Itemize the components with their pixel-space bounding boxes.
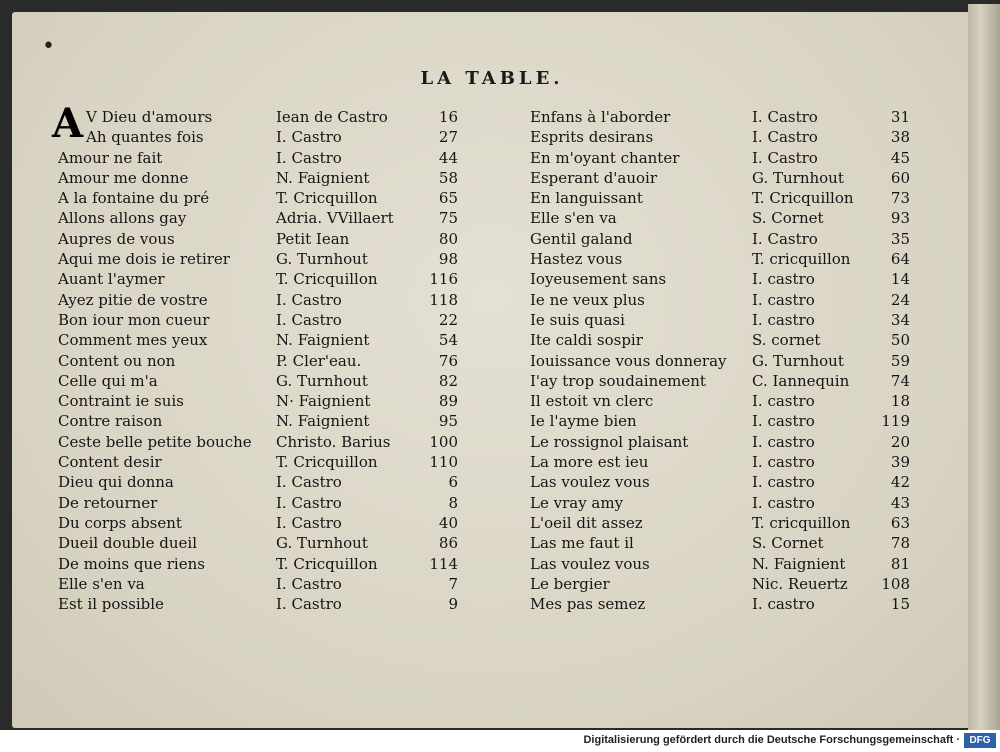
ink-mark: •: [42, 34, 55, 59]
entry-title: La more est ieu: [530, 453, 649, 472]
entry-title: Hastez vous: [530, 250, 623, 269]
entry-title: Allons allons gay: [58, 209, 187, 228]
entry-page: 75: [438, 209, 458, 228]
entry-title: Amour ne fait: [58, 148, 163, 167]
entry-title: Ie ne veux plus: [530, 290, 645, 309]
entry-composer: I. castro: [752, 453, 815, 472]
entry-title: L'oeil dit assez: [530, 513, 643, 532]
entry-page: 18: [890, 392, 910, 411]
entry-page: 118: [429, 290, 458, 309]
entry-title: Content ou non: [58, 351, 176, 370]
entry-composer: T. Cricquillon: [276, 270, 378, 289]
entry-title: Contre raison: [58, 412, 163, 431]
entry-page: 93: [890, 209, 910, 228]
entry-title: Las voulez vous: [530, 554, 650, 573]
entry-composer: I. Castro: [276, 148, 342, 167]
entry-composer: S. Cornet: [752, 209, 824, 228]
entry-page: 38: [890, 128, 910, 147]
entry-title: Enfans à l'aborder: [530, 108, 671, 126]
entry-title: Ah quantes fois: [86, 128, 204, 147]
entry-page: 78: [890, 534, 910, 553]
entry-title: Le bergier: [530, 574, 610, 593]
entry-page: 76: [438, 351, 458, 370]
entry-composer: T. cricquillon: [752, 250, 851, 269]
entry-title: De retourner: [58, 493, 158, 512]
entry-page: 44: [438, 148, 458, 167]
entry-page: 15: [890, 595, 910, 614]
entry-page: 110: [429, 453, 458, 472]
entry-composer: I. castro: [752, 310, 815, 329]
entry-composer: I. Castro: [276, 310, 342, 329]
entry-composer: T. Cricquillon: [276, 189, 378, 208]
entry-composer: I. Castro: [276, 290, 342, 309]
entry-page: 59: [890, 351, 910, 370]
entry-page: 20: [890, 432, 910, 451]
entry-title: Las me faut il: [530, 534, 634, 553]
entry-title: Du corps absent: [58, 513, 182, 532]
entry-composer: I. castro: [752, 595, 815, 614]
entry-composer: I. castro: [752, 432, 815, 451]
entry-composer: G. Turnhout: [276, 534, 368, 553]
entry-composer: N· Faignient: [276, 392, 371, 411]
entry-composer: G. Turnhout: [752, 351, 844, 370]
entry-title: Ioyeusement sans: [530, 270, 667, 289]
book-page: [12, 12, 970, 728]
entry-title: Iouissance vous donneray: [530, 351, 727, 370]
entry-composer: I. castro: [752, 473, 815, 492]
entry-composer: Adria. VVillaert: [276, 209, 394, 228]
entry-composer: T. cricquillon: [752, 513, 851, 532]
entry-page: 50: [890, 331, 910, 350]
entry-title: Comment mes yeux: [58, 331, 208, 350]
entry-composer: I. Castro: [276, 595, 342, 614]
entry-page: 7: [448, 574, 458, 593]
entry-page: 82: [438, 371, 458, 390]
entry-composer: N. Faignient: [276, 412, 370, 431]
entry-page: 54: [438, 331, 458, 350]
entry-composer: T. Cricquillon: [752, 189, 854, 208]
entry-composer: I. Castro: [276, 513, 342, 532]
entry-page: 100: [429, 432, 458, 451]
entry-page: 63: [890, 513, 910, 532]
entry-title: Le rossignol plaisant: [530, 432, 689, 451]
entry-title: Content desir: [58, 453, 162, 472]
entry-page: 22: [438, 310, 458, 329]
entry-title: Aqui me dois ie retirer: [58, 250, 230, 269]
entry-composer: I. Castro: [276, 473, 342, 492]
entry-page: 39: [890, 453, 910, 472]
entry-composer: I. castro: [752, 493, 815, 512]
entry-page: 16: [438, 108, 458, 126]
entry-title: Las voulez vous: [530, 473, 650, 492]
entry-title: Amour me donne: [58, 168, 189, 187]
footer-credit: Digitalisierung gefördert durch die Deutsche Forschungsgemeinschaft ·: [583, 734, 960, 746]
entry-page: 31: [890, 108, 910, 126]
entry-page: 64: [890, 250, 910, 269]
entry-page: 34: [890, 310, 910, 329]
entry-composer: T. Cricquillon: [276, 453, 378, 472]
entry-page: 80: [438, 229, 458, 248]
entry-page: 58: [438, 168, 458, 187]
entry-page: 73: [890, 189, 910, 208]
next-page-edge: [968, 4, 1000, 730]
entry-page: 116: [429, 270, 458, 289]
entry-page: 65: [438, 189, 458, 208]
entry-page: 60: [890, 168, 910, 187]
entry-composer: I. castro: [752, 412, 815, 431]
entry-page: 89: [438, 392, 458, 411]
entry-title: Le vray amy: [530, 493, 624, 512]
dfg-logo: DFG: [964, 733, 996, 748]
entry-composer: I. castro: [752, 392, 815, 411]
entry-title: Est il possible: [58, 595, 164, 614]
entry-composer: Petit Iean: [276, 229, 350, 248]
entry-page: 86: [438, 534, 458, 553]
entry-title: Elle s'en va: [58, 574, 145, 593]
entry-title: En m'oyant chanter: [530, 148, 680, 167]
entry-title: I'ay trop soudainement: [530, 371, 706, 390]
entry-page: 74: [890, 371, 910, 390]
entry-composer: I. Castro: [752, 108, 818, 126]
entry-composer: N. Faignient: [276, 331, 370, 350]
entry-title: A la fontaine du pré: [58, 189, 210, 208]
entry-composer: Nic. Reuertz: [752, 574, 848, 593]
entry-page: 98: [438, 250, 458, 269]
entry-composer: G. Turnhout: [276, 371, 368, 390]
entry-title: De moins que riens: [58, 554, 205, 573]
entry-title: Ite caldi sospir: [530, 331, 643, 350]
entry-title: Bon iour mon cueur: [58, 310, 210, 329]
entry-page: 43: [890, 493, 910, 512]
entry-page: 8: [448, 493, 458, 512]
entry-page: 6: [448, 473, 458, 492]
entry-composer: I. castro: [752, 290, 815, 309]
entry-title: Ie suis quasi: [530, 310, 625, 329]
entry-page: 35: [890, 229, 910, 248]
entry-page: 9: [448, 595, 458, 614]
entry-title: Mes pas semez: [530, 595, 646, 614]
entry-page: 27: [438, 128, 458, 147]
entry-page: 14: [890, 270, 910, 289]
entry-title: Il estoit vn clerc: [530, 392, 654, 411]
entry-title: Auant l'aymer: [58, 270, 165, 289]
entry-composer: I. Castro: [276, 493, 342, 512]
footer-bar: [0, 730, 1000, 752]
entry-composer: I. Castro: [752, 128, 818, 147]
entry-title: Esperant d'auoir: [530, 168, 658, 187]
entry-composer: P. Cler'eau.: [276, 351, 362, 370]
entry-composer: T. Cricquillon: [276, 554, 378, 573]
entry-page: 114: [429, 554, 458, 573]
entry-composer: I. castro: [752, 270, 815, 289]
entry-composer: C. Iannequin: [752, 371, 850, 390]
entry-page: 95: [438, 412, 458, 431]
entry-composer: N. Faignient: [276, 168, 370, 187]
page-title: LA TABLE.: [420, 68, 564, 89]
entry-title: Dieu qui donna: [58, 473, 174, 492]
entry-page: 45: [890, 148, 910, 167]
entry-composer: G. Turnhout: [276, 250, 368, 269]
entry-title: Celle qui m'a: [58, 371, 158, 390]
entry-composer: I. Castro: [752, 229, 818, 248]
entry-title: Aupres de vous: [58, 229, 175, 248]
entry-page: 119: [881, 412, 910, 431]
entry-title: Ie l'ayme bien: [530, 412, 637, 431]
entry-title: Dueil double dueil: [58, 534, 197, 553]
entry-title: V Dieu d'amours: [86, 108, 213, 126]
drop-cap: A: [52, 100, 84, 147]
entry-composer: I. Castro: [276, 128, 342, 147]
entry-composer: G. Turnhout: [752, 168, 844, 187]
entry-title: En languissant: [530, 189, 643, 208]
entry-composer: I. Castro: [276, 574, 342, 593]
entry-composer: Iean de Castro: [276, 108, 388, 126]
entry-title: Contraint ie suis: [58, 392, 184, 411]
entry-page: 81: [890, 554, 910, 573]
entry-page: 42: [890, 473, 910, 492]
entry-composer: Christo. Barius: [276, 432, 391, 451]
entry-title: Ayez pitie de vostre: [58, 290, 208, 309]
entry-page: 108: [881, 574, 910, 593]
entry-composer: I. Castro: [752, 148, 818, 167]
entry-title: Ceste belle petite bouche: [58, 432, 252, 451]
entry-composer: N. Faignient: [752, 554, 846, 573]
entry-composer: S. Cornet: [752, 534, 824, 553]
entry-page: 24: [890, 290, 910, 309]
entry-composer: S. cornet: [752, 331, 821, 350]
entry-title: Elle s'en va: [530, 209, 617, 228]
entry-title: Esprits desirans: [530, 128, 654, 147]
entry-page: 40: [438, 513, 458, 532]
entry-title: Gentil galand: [530, 229, 633, 248]
